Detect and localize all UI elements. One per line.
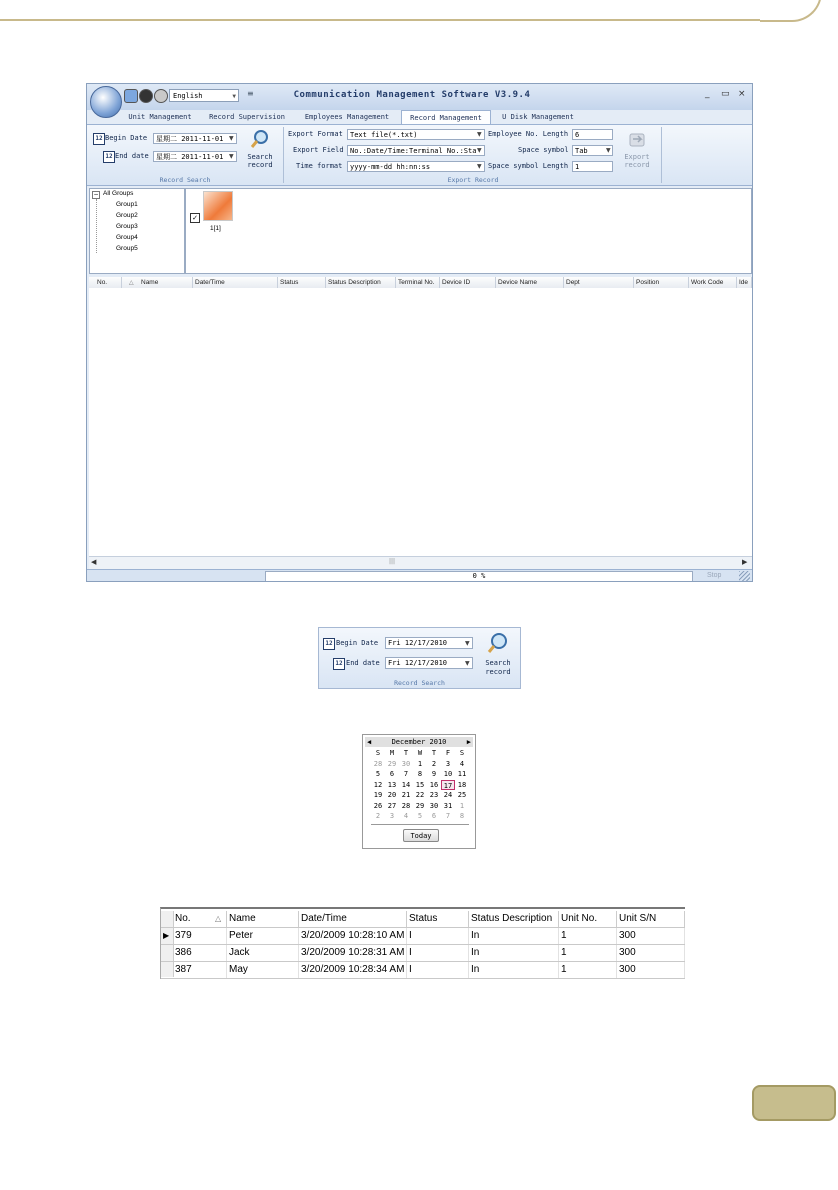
calendar-day[interactable]: 6 — [389, 770, 395, 778]
col-status-description[interactable]: Status Description — [469, 911, 559, 927]
calendar-day[interactable]: 6 — [431, 812, 437, 820]
app-window — [86, 83, 753, 582]
tab-u-disk-management[interactable]: U Disk Management — [502, 113, 574, 121]
table-row[interactable] — [161, 962, 685, 979]
cell-date-time: 3/20/2009 10:28:34 AM — [299, 962, 407, 978]
calendar-icon: 12 — [333, 658, 345, 670]
tree-guide-line — [96, 199, 97, 253]
calendar-day[interactable]: 2 — [431, 759, 437, 768]
col-name[interactable]: Name — [139, 277, 193, 288]
calendar-day[interactable]: 8 — [459, 812, 465, 820]
calendar-day[interactable]: 7 — [403, 770, 409, 778]
cell-name: May — [227, 962, 299, 978]
calendar-day[interactable]: 15 — [415, 780, 425, 789]
end-date-label: End date — [346, 659, 380, 667]
calendar-day[interactable]: 8 — [417, 770, 423, 778]
time-format-field[interactable] — [347, 161, 485, 172]
calendar-day[interactable]: 29 — [387, 759, 397, 768]
page-number-badge — [752, 1085, 836, 1121]
group-divider — [661, 127, 662, 183]
calendar-icon: 12 — [323, 638, 335, 650]
ribbon-tabs — [87, 110, 752, 124]
minimize-button[interactable]: _ — [705, 89, 710, 99]
employee-no-length-value: 6 — [575, 131, 580, 139]
calendar-day[interactable]: 4 — [403, 812, 409, 820]
calendar-day[interactable]: 12 — [373, 780, 383, 789]
calendar-day[interactable]: 27 — [387, 801, 397, 810]
col-position[interactable]: Position — [634, 277, 689, 288]
col-unit-no[interactable]: Unit No. — [559, 911, 617, 927]
header-corner-curve — [760, 0, 822, 22]
calendar-day[interactable]: 3 — [389, 812, 395, 820]
calendar-day[interactable]: 3 — [445, 759, 451, 768]
chevron-down-icon: ▼ — [477, 163, 482, 170]
cell-date-time: 3/20/2009 10:28:31 AM — [299, 945, 407, 961]
col-dept[interactable]: Dept — [564, 277, 634, 288]
tree-item-group3[interactable]: Group3 — [116, 223, 138, 230]
begin-date-value: 星期二 2011-11-01 — [156, 135, 224, 143]
weekday-header: T — [431, 749, 437, 757]
device-panel — [185, 188, 752, 274]
export-format-value: Text file(*.txt) — [350, 131, 418, 139]
device-label: 1[1] — [210, 225, 221, 232]
calendar-day[interactable]: 16 — [429, 780, 439, 789]
chevron-down-icon: ▼ — [229, 135, 234, 142]
begin-date-label: Begin Date — [105, 134, 148, 142]
export-record-label-1: Export — [624, 153, 650, 161]
table-row[interactable] — [161, 945, 685, 962]
tree-item-group1[interactable]: Group1 — [116, 201, 138, 208]
col-date-time[interactable]: Date/Time — [299, 911, 407, 927]
cell-no: 386 — [173, 945, 227, 961]
sort-arrow-icon: △ — [215, 914, 222, 923]
sort-arrow-icon: △ — [129, 279, 134, 286]
cell-unit-sn: 300 — [617, 928, 685, 944]
col-status[interactable]: Status — [278, 277, 326, 288]
calendar-day[interactable]: 19 — [373, 791, 383, 799]
cell-name: Peter — [227, 928, 299, 944]
header-rule — [0, 19, 760, 21]
scroll-left-icon[interactable]: ◀ — [91, 558, 97, 566]
cell-no: 379 — [173, 928, 227, 944]
calendar-icon: 12 — [103, 151, 115, 163]
cell-unit-no: 1 — [559, 962, 617, 978]
tree-item-group5[interactable]: Group5 — [116, 245, 138, 252]
cell-status: I — [407, 928, 469, 944]
weekday-header: W — [417, 749, 423, 757]
chevron-down-icon: ▼ — [465, 640, 470, 647]
begin-date-field[interactable] — [153, 133, 237, 144]
magnifier-icon — [487, 632, 509, 654]
search-record-label-1: Search — [485, 659, 511, 667]
progress-text: 0 % — [472, 572, 486, 580]
col-status-description[interactable]: Status Description — [326, 277, 396, 288]
calendar-day[interactable]: 26 — [373, 801, 383, 810]
app-menu-orb-button[interactable] — [90, 86, 122, 118]
tree-root-all-groups[interactable]: All Groups — [103, 190, 134, 197]
quick-access-menu-icon[interactable]: ≡ — [247, 89, 254, 98]
record-search-group-label: Record Search — [394, 679, 445, 687]
calendar-day[interactable]: 13 — [387, 780, 397, 789]
export-record-button[interactable] — [617, 129, 657, 175]
calendar-icon: 12 — [93, 133, 105, 145]
tree-item-group2[interactable]: Group2 — [116, 212, 138, 219]
chevron-down-icon: ▼ — [477, 131, 482, 138]
search-record-button[interactable] — [243, 129, 277, 175]
search-record-button[interactable] — [479, 632, 517, 678]
next-month-button[interactable]: ▶ — [466, 738, 471, 746]
row-divider — [161, 978, 685, 979]
col-terminal-no[interactable]: Terminal No. — [396, 277, 440, 288]
cell-name: Jack — [227, 945, 299, 961]
col-device-name[interactable]: Device Name — [496, 277, 564, 288]
stop-button[interactable]: Stop — [707, 572, 722, 579]
calendar-day[interactable]: 22 — [415, 791, 425, 799]
current-row-marker-icon: ▶ — [163, 931, 170, 940]
time-format-label: Time format — [296, 162, 343, 170]
calendar-day[interactable]: 14 — [401, 780, 411, 789]
group-tree — [89, 188, 185, 274]
space-symbol-value: Tab — [575, 147, 588, 155]
calendar-header — [365, 737, 473, 747]
space-symbol-length-value: 1 — [575, 163, 580, 171]
export-icon — [627, 129, 647, 149]
cell-status: I — [407, 962, 469, 978]
col-no[interactable]: No. — [95, 277, 122, 288]
calendar-day[interactable]: 29 — [415, 801, 425, 810]
weekday-header: S — [459, 749, 465, 757]
calendar-day[interactable]: 7 — [445, 812, 451, 820]
export-record-label-2: record — [624, 161, 650, 169]
magnifier-icon — [250, 129, 270, 149]
calendar-day[interactable]: 5 — [375, 770, 381, 778]
col-status[interactable]: Status — [407, 911, 469, 927]
export-field-field[interactable] — [347, 145, 485, 156]
scroll-thumb-grip[interactable]: ||| — [389, 558, 396, 565]
calendar-day[interactable]: 30 — [401, 759, 411, 768]
chevron-down-icon: ▼ — [477, 147, 482, 154]
cell-status: I — [407, 945, 469, 961]
col-device-id[interactable]: Device ID — [440, 277, 496, 288]
ribbon — [87, 124, 752, 186]
cell-unit-sn: 300 — [617, 962, 685, 978]
device-icon[interactable] — [203, 191, 233, 221]
maximize-button[interactable]: ▭ — [721, 89, 730, 99]
employee-no-length-label: Employee No. Length — [488, 130, 569, 138]
end-date-field[interactable] — [385, 657, 473, 669]
begin-date-field[interactable] — [385, 637, 473, 649]
col-name[interactable]: Name — [227, 911, 299, 927]
cell-unit-sn: 300 — [617, 945, 685, 961]
records-table-rows — [161, 928, 685, 979]
calendar-day[interactable]: 18 — [457, 780, 467, 789]
calendar-month-label: December 2010 — [391, 738, 447, 746]
calendar-day[interactable]: 17 — [441, 780, 455, 791]
time-format-value: yyyy-mm-dd hh:nn:ss — [350, 163, 431, 171]
end-date-label: End date — [115, 152, 149, 160]
tab-record-management[interactable]: Record Management — [401, 110, 491, 124]
chevron-down-icon: ▼ — [606, 147, 611, 154]
space-symbol-label: Space symbol — [518, 146, 569, 154]
calendar-day[interactable]: 30 — [429, 801, 439, 810]
today-button[interactable]: Today — [403, 829, 439, 842]
col-ide[interactable]: Ide — [737, 277, 752, 288]
calendar-grid — [371, 748, 469, 828]
chevron-down-icon: ▼ — [465, 660, 470, 667]
tree-item-group4[interactable]: Group4 — [116, 234, 138, 241]
calendar-day[interactable]: 23 — [429, 791, 439, 799]
space-symbol-length-label: Space symbol Length — [488, 162, 569, 170]
search-record-label-1: Search — [247, 153, 273, 161]
export-format-label: Export Format — [288, 130, 343, 138]
calendar-day[interactable]: 2 — [375, 812, 381, 820]
calendar-day[interactable]: 25 — [457, 791, 467, 799]
horizontal-scrollbar[interactable] — [89, 556, 752, 569]
record-search-panel — [318, 627, 521, 689]
cell-status-description: In — [469, 928, 559, 944]
collapse-icon[interactable]: − — [93, 191, 99, 198]
calendar-day[interactable]: 11 — [457, 770, 467, 778]
table-row[interactable] — [161, 928, 685, 945]
scroll-right-icon[interactable]: ▶ — [742, 558, 748, 566]
begin-date-label: Begin Date — [336, 639, 379, 647]
calendar-day[interactable]: 1 — [459, 801, 465, 810]
chevron-down-icon: ▼ — [229, 153, 234, 160]
export-record-group-label: Export Record — [447, 176, 499, 184]
tab-unit-management[interactable]: Unit Management — [128, 113, 192, 121]
calendar-day[interactable]: 5 — [417, 812, 423, 820]
language-value: English — [173, 92, 203, 100]
status-bar — [87, 569, 752, 582]
calendar-day[interactable]: 24 — [443, 791, 453, 799]
skin-black-icon[interactable] — [139, 89, 153, 103]
progress-bar — [265, 571, 693, 582]
calendar-divider — [371, 824, 469, 825]
col-date-time[interactable]: Date/Time — [193, 277, 278, 288]
window-title: Communication Management Software V3.9.4 — [293, 90, 531, 100]
weekday-header: M — [389, 749, 395, 757]
records-table — [160, 907, 685, 979]
search-record-label-2: record — [485, 668, 511, 676]
calendar-day[interactable]: 1 — [417, 759, 423, 768]
end-date-value: 星期二 2011-11-01 — [156, 153, 224, 161]
weekday-header: F — [445, 749, 451, 757]
records-grid-body[interactable] — [89, 288, 752, 556]
calendar-day[interactable]: 28 — [401, 801, 411, 810]
cell-date-time: 3/20/2009 10:28:10 AM — [299, 928, 407, 944]
col-unit-sn[interactable]: Unit S/N — [617, 911, 685, 927]
prev-month-button[interactable]: ◀ — [367, 738, 372, 746]
calendar-day[interactable]: 31 — [443, 801, 453, 810]
tab-employees-management[interactable]: Employees Management — [304, 113, 390, 121]
save-icon[interactable] — [124, 89, 138, 103]
title-bar — [87, 84, 752, 110]
employee-no-length-field[interactable] — [572, 129, 613, 140]
export-field-value: No.:Date/Time:Terminal No.:Sta — [350, 147, 477, 155]
cell-unit-no: 1 — [559, 945, 617, 961]
record-search-group-label: Record Search — [159, 176, 211, 184]
end-date-field[interactable] — [153, 151, 237, 162]
skin-silver-icon[interactable] — [154, 89, 168, 103]
weekday-header: T — [403, 749, 409, 757]
cell-unit-no: 1 — [559, 928, 617, 944]
calendar-popup — [362, 734, 476, 849]
cell-status-description: In — [469, 962, 559, 978]
calendar-day[interactable]: 20 — [387, 791, 397, 799]
search-record-label-2: record — [247, 161, 273, 169]
cell-no: 387 — [173, 962, 227, 978]
calendar-day[interactable]: 9 — [431, 770, 437, 778]
calendar-day[interactable]: 21 — [401, 791, 411, 799]
end-date-value: Fri 12/17/2010 — [388, 659, 448, 667]
calendar-day[interactable]: 28 — [373, 759, 383, 768]
group-divider — [283, 127, 284, 183]
col-work-code[interactable]: Work Code — [689, 277, 737, 288]
calendar-day[interactable]: 4 — [459, 759, 465, 768]
col-no[interactable]: No. — [173, 911, 227, 927]
cell-status-description: In — [469, 945, 559, 961]
calendar-day[interactable]: 10 — [443, 770, 453, 778]
resize-grip-icon[interactable] — [739, 571, 750, 581]
weekday-header: S — [375, 749, 381, 757]
chevron-down-icon: ▼ — [232, 93, 236, 100]
space-symbol-length-field[interactable] — [572, 161, 613, 172]
export-format-field[interactable] — [347, 129, 485, 140]
tab-record-supervision[interactable]: Record Supervision — [209, 113, 285, 121]
device-checkbox[interactable]: ✓ — [190, 213, 200, 223]
close-button[interactable]: × — [738, 89, 746, 99]
begin-date-value: Fri 12/17/2010 — [388, 639, 448, 647]
language-select[interactable] — [169, 89, 239, 102]
export-field-label: Export Field — [293, 146, 344, 154]
